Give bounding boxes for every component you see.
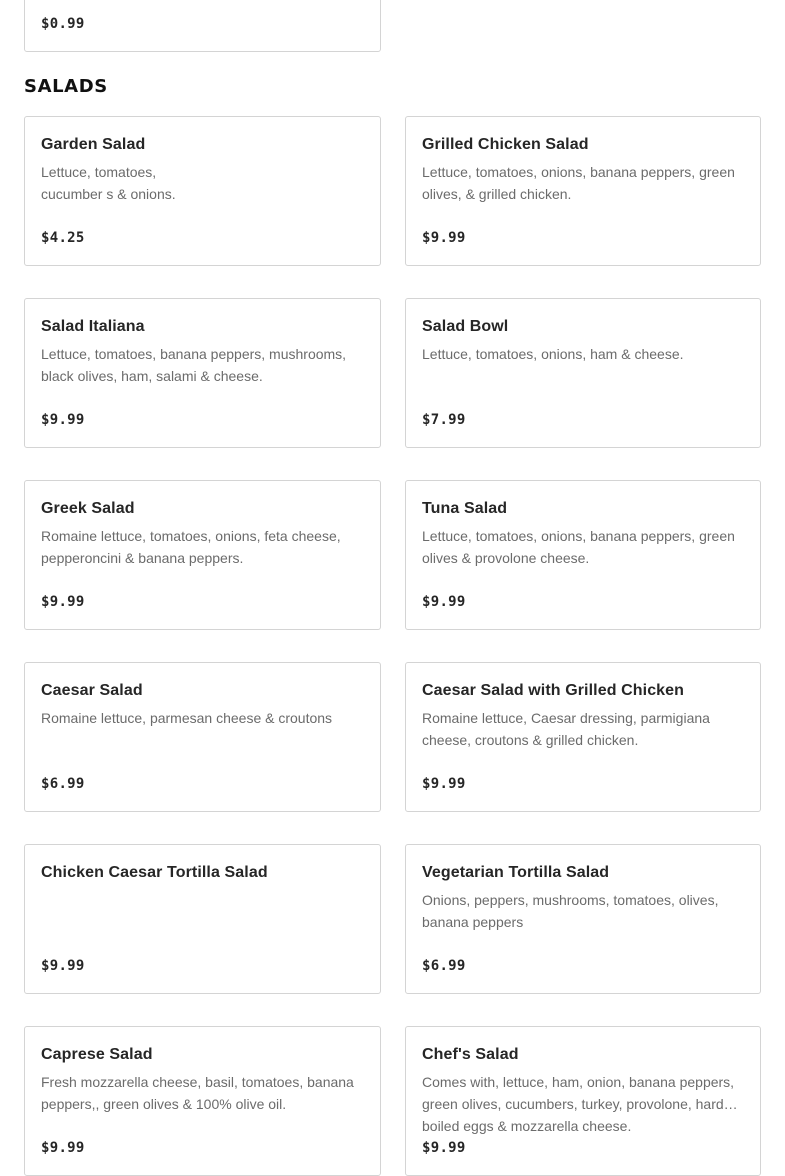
item-description: Romaine lettuce, Caesar dressing, parmigiana cheese, croutons & grilled chicken.: [422, 710, 710, 748]
item-price: $9.99: [41, 958, 85, 974]
item-price: $9.99: [41, 594, 85, 610]
item-price: $9.99: [422, 776, 466, 792]
item-name: Caesar Salad: [41, 682, 143, 699]
item-price: $7.99: [422, 412, 466, 428]
item-price: $6.99: [422, 958, 466, 974]
item-name: Chicken Caesar Tortilla Salad: [41, 864, 268, 881]
item-price: $0.99: [41, 16, 85, 32]
menu-item-card[interactable]: [24, 1026, 381, 1176]
item-price: $9.99: [422, 594, 466, 610]
item-description: Lettuce, tomatoes, onions, banana peppers, green olives, & grilled chicken.: [422, 164, 735, 202]
item-name: Vegetarian Tortilla Salad: [422, 864, 610, 881]
menu-item-card[interactable]: [405, 844, 761, 994]
menu-item-card[interactable]: [405, 1026, 761, 1176]
item-price: $9.99: [422, 230, 466, 246]
menu-item-card[interactable]: [24, 116, 381, 266]
menu-item-card[interactable]: [405, 480, 761, 630]
item-name: Salad Bowl: [422, 318, 509, 335]
item-description: Romaine lettuce, tomatoes, onions, feta cheese, pepperoncini & banana peppers.: [41, 528, 341, 566]
item-description: Onions, peppers, mushrooms, tomatoes, olives, banana peppers: [422, 892, 719, 930]
menu-item-card[interactable]: [405, 116, 761, 266]
item-description-line: Lettuce, tomatoes,: [41, 164, 157, 180]
item-price: $6.99: [41, 776, 85, 792]
menu-item-card[interactable]: [24, 480, 381, 630]
item-name: Caprese Salad: [41, 1046, 153, 1063]
item-description: Romaine lettuce, parmesan cheese & croutons: [41, 710, 333, 726]
item-description: Fresh mozzarella cheese, basil, tomatoes, banana peppers,, green olives & 100% olive oil.: [41, 1074, 354, 1112]
item-description: Comes with, lettuce, ham, onion, banana peppers, green olives, cucumbers, turkey, provolone, hard boiled eggs & mozzarella cheese.: [422, 1074, 735, 1134]
item-price: $9.99: [41, 1140, 85, 1156]
item-name: Garden Salad: [41, 136, 146, 153]
item-price: $9.99: [422, 1140, 466, 1156]
item-name: Greek Salad: [41, 500, 135, 517]
menu-item-card[interactable]: [24, 0, 381, 52]
item-name: Caesar Salad with Grilled Chicken: [422, 682, 685, 699]
item-price: $4.25: [41, 230, 85, 246]
menu-item-card[interactable]: [405, 662, 761, 812]
item-description: [41, 161, 364, 205]
item-name: Tuna Salad: [422, 500, 508, 517]
section-title: SALADS: [24, 76, 108, 97]
item-name: Salad Italiana: [41, 318, 145, 335]
item-description: Lettuce, tomatoes, onions, banana peppers, green olives & provolone cheese.: [422, 528, 735, 566]
menu-item-card[interactable]: [24, 844, 381, 994]
item-description-line: cucumber s & onions.: [41, 186, 176, 202]
menu-item-card[interactable]: [405, 298, 761, 448]
item-name: Grilled Chicken Salad: [422, 136, 589, 153]
item-price: $9.99: [41, 412, 85, 428]
item-name: Chef's Salad: [422, 1046, 519, 1063]
item-description: Lettuce, tomatoes, onions, ham & cheese.: [422, 346, 684, 362]
item-description: [41, 889, 364, 933]
menu-item-card[interactable]: [24, 662, 381, 812]
menu-item-card[interactable]: [24, 298, 381, 448]
item-description: Lettuce, tomatoes, banana peppers, mushrooms, black olives, ham, salami & cheese.: [41, 346, 347, 384]
